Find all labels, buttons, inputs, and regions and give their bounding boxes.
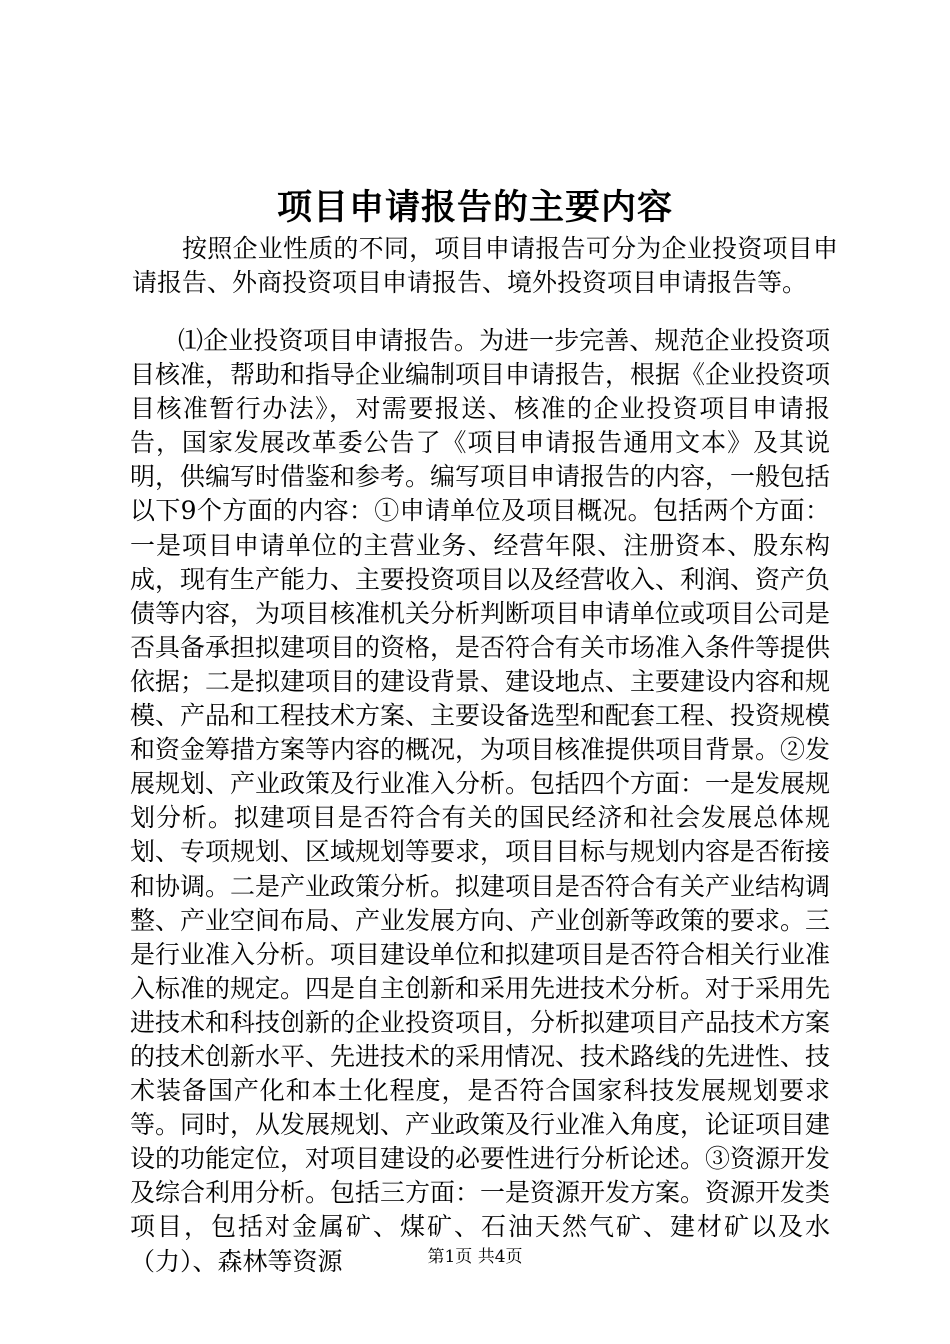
body-paragraph: ⑴企业投资项目申请报告。为进一步完善、规范企业投资项目核准，帮助和指导企业编制项目申请报告，根据《企业投资项目核准暂行办法》，对需要报送、核准的企业投资项目申请报告，国家发展改革委公告了《项目申请报告通用文本》及其说明，供编写时借鉴和参考。编写项目申请报告的内容，一般包括以下9个方面的内容：①申请单位及项目概况。包括两个方面：一是项目申请单位的主营业务、经营年限、注册资本、股东构成，现有生产能力、主要投资项目以及经营收入、利润、资产负债等内容，为项目核准机关分析判断项目申请单位或项目公司是否具备承担拟建项目的资格，是否符合有关市场准入条件等提供依据；二是拟建项目的建设背景、建设地点、主要建设内容和规模、产品和工程技术方案、主要设备选型和配套工程、投资规模和资金筹措方案等内容的概况，为项目核准提供项目背景。②发展规划、产业政策及行业准入分析。包括四个方面：一是发展规划分析。拟建项目是否符合有关的国民经济和社会发展总体规划、专项规划、区域规划等要求，项目目标与规划内容是否衔接和协调。二是产业政策分析。拟建项目是否符合有关产业结构调整、产业空间布局、产业发展方向、产业创新等政策的要求。三是行业准入分析。项目建设单位和拟建项目是否符合相关行业准入标准的规定。四是自主创新和采用先进技术分析。对于采用先进技术和科技创新的企业投资项目，分析拟建项目产品技术方案的技术创新水平、先进技术的采用情况、技术路线的先进性、技术装备国产化和本土化程度，是否符合国家科技发展规划要求等。同时，从发展规划、产业政策及行业准入角度，论证项目建设的功能定位，对项目建设的必要性进行分析论述。③资源开发及综合利用分析。包括三方面：一是资源开发方案。资源开发类项目，包括对金属矿、煤矿、石油天然气矿、建材矿以及水（力）、森林等资源 bbox=[130, 326, 831, 1276]
document-title: 项目申请报告的主要内容 bbox=[276, 187, 673, 228]
page-number-footer: 第1页 共4页 bbox=[427, 1247, 523, 1267]
intro-paragraph: 按照企业性质的不同，项目申请报告可分为企业投资项目申请报告、外商投资项目申请报告、境外投资项目申请报告等。 bbox=[132, 234, 838, 297]
